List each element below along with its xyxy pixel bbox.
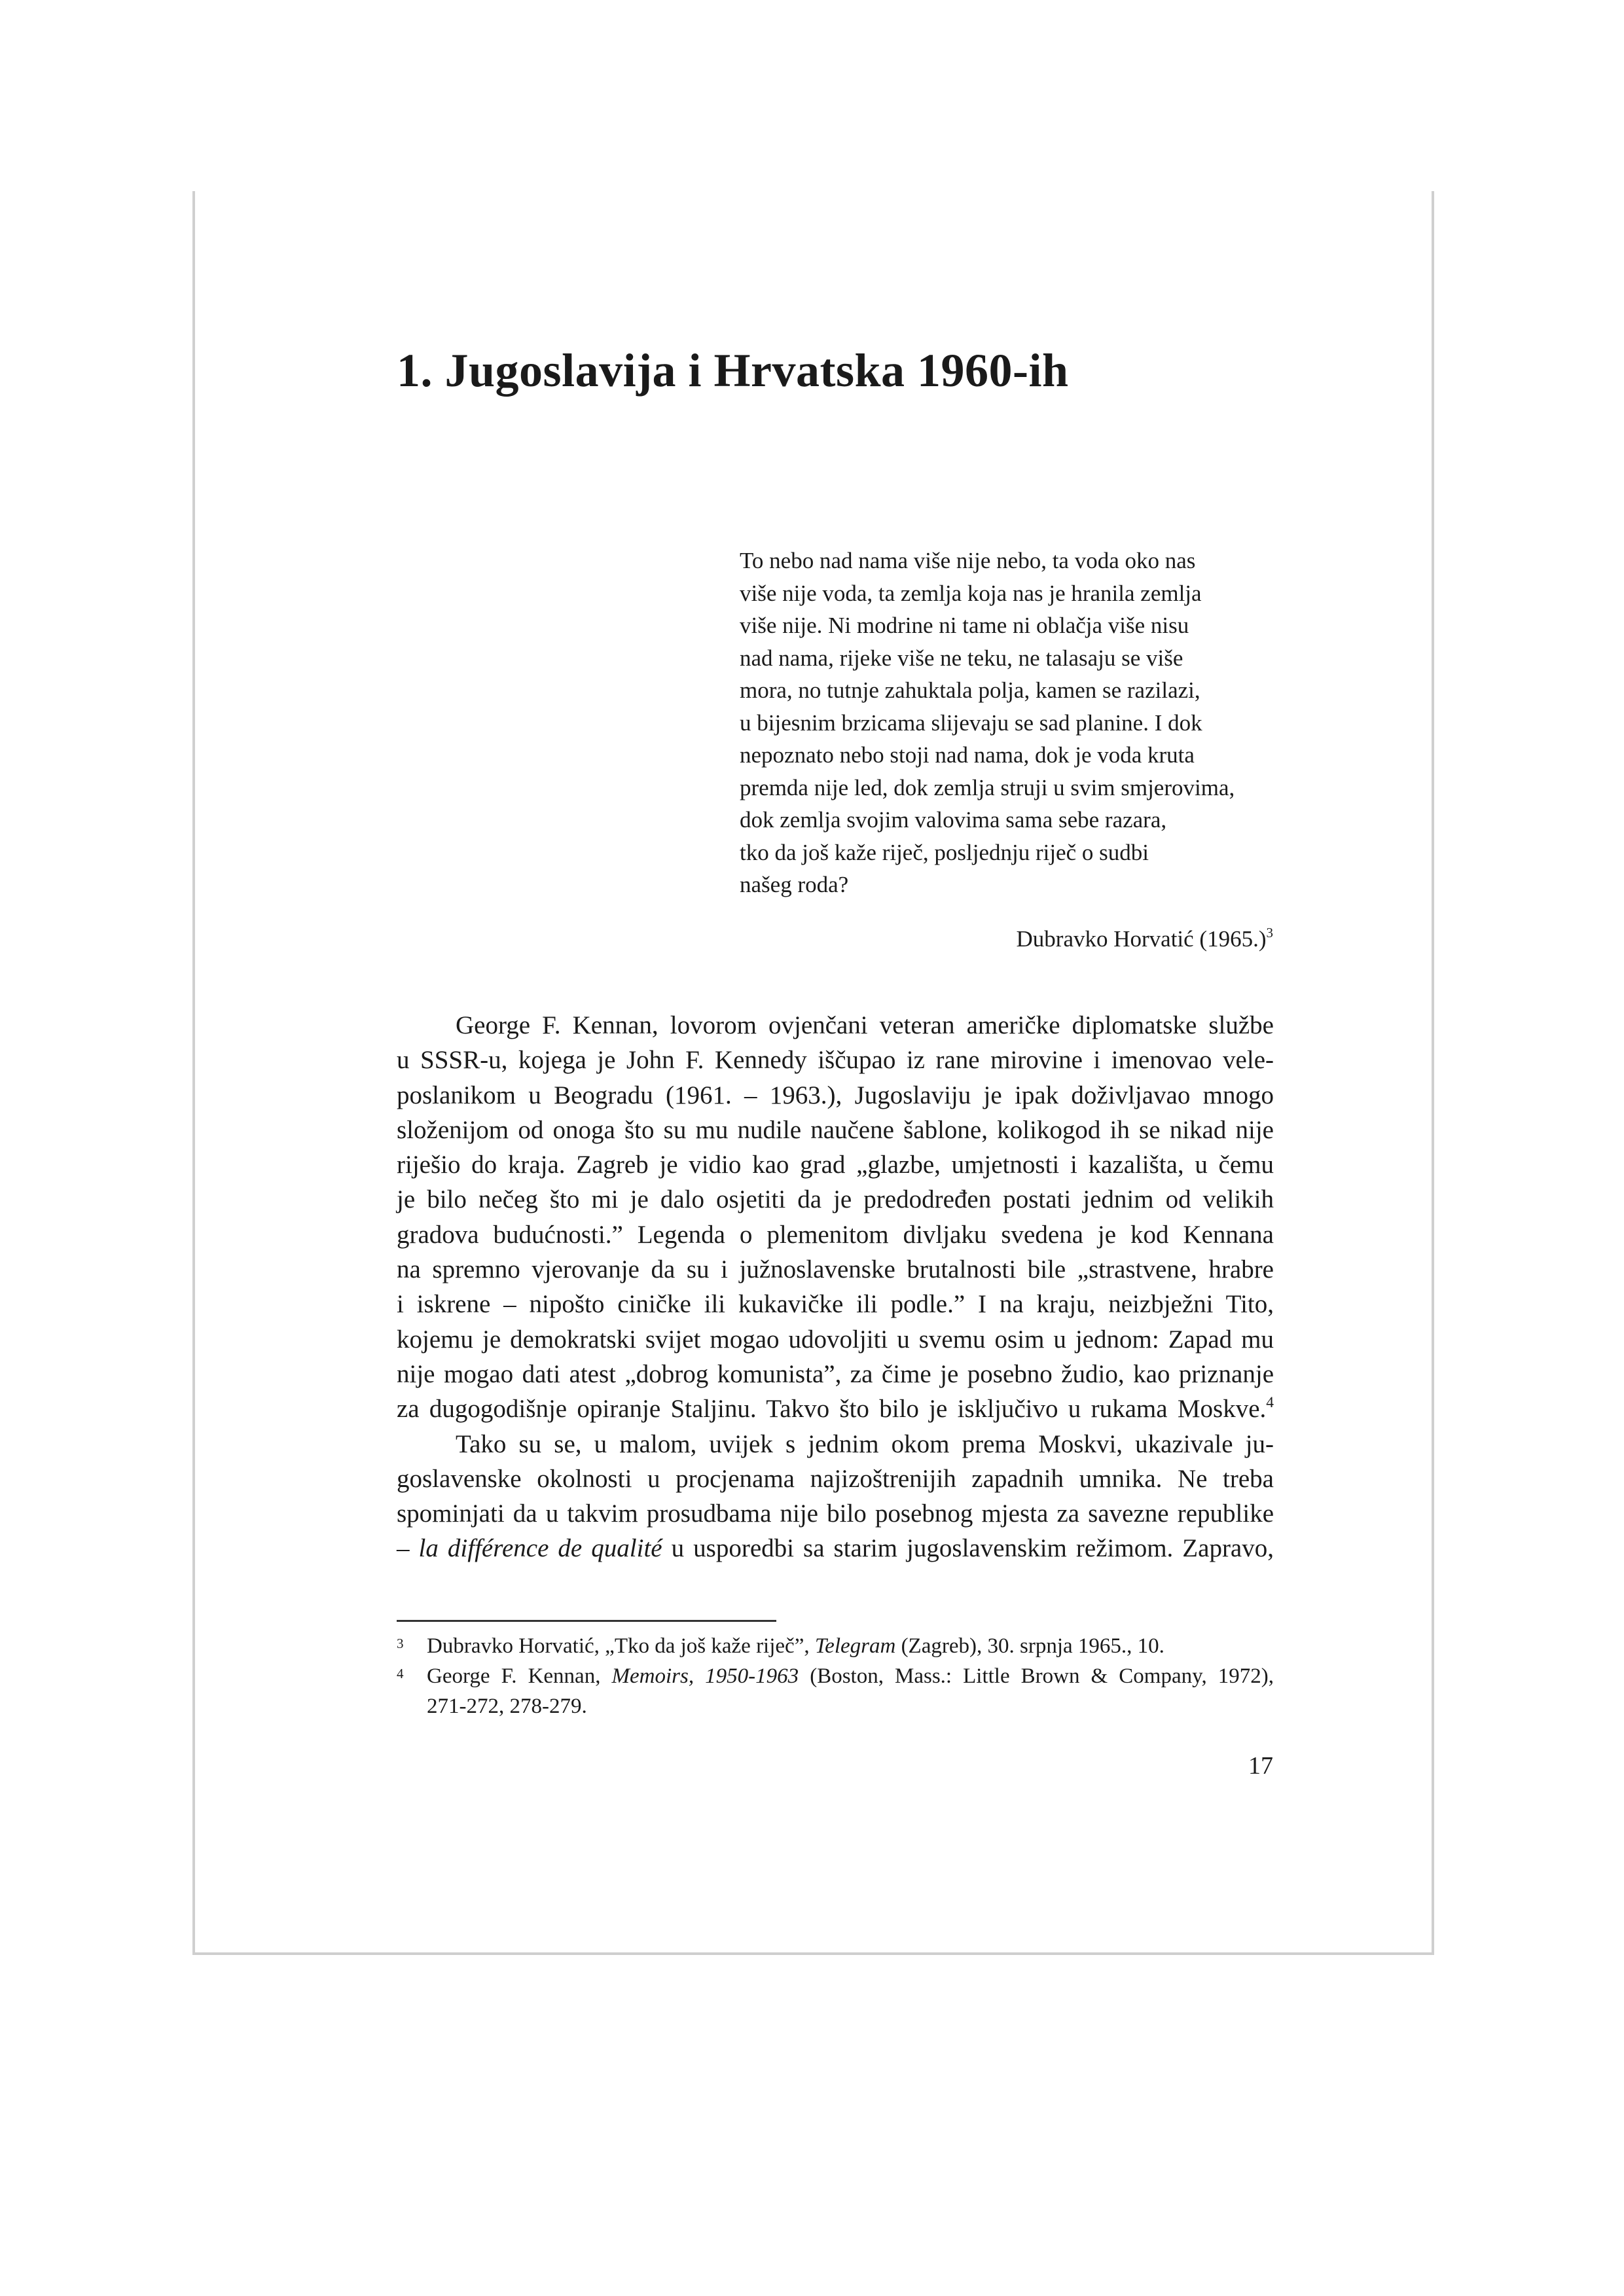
footnote-text — [397, 1631, 1274, 1661]
body-line: nije mogao dati atest „dobrog komunista”, za čime je posebno žudio, kao priznanje — [397, 1359, 1274, 1388]
footnote-ref: 3 — [1266, 925, 1273, 941]
body-line-text: u usporedbi sa starim jugoslavenskim režimom. Zapravo, — [662, 1534, 1274, 1563]
body-line: Tako su se, u malom, uvijek s jednim okom prema Moskvi, ukazivale ju- — [456, 1429, 1274, 1458]
epigraph-line: tko da još kaže riječ, posljednju riječ o sudbi — [740, 839, 1149, 865]
footnote-text-part: George F. Kennan, — [427, 1664, 612, 1688]
body-line: goslavenske okolnosti u procjenama najizoštrenijih zapadnih umnika. Ne treba — [397, 1464, 1274, 1493]
body-line: poslanikom u Beogradu (1961. – 1963.), Jugoslaviju je ipak doživljavao mnogo — [397, 1081, 1274, 1109]
body-line: je bilo nečeg što mi je dalo osjetiti da je predodređen postati jednim od velikih — [397, 1185, 1274, 1214]
body-line: riješio do kraja. Zagreb je vidio kao grad „glazbe, umjetnosti i kazališta, u čemu — [397, 1151, 1274, 1179]
epigraph-line: dok zemlja svojim valovima sama sebe razara, — [740, 807, 1167, 833]
footnote-text — [397, 1661, 1274, 1721]
epigraph-line: više nije voda, ta zemlja koja nas je hranila zemlja — [740, 580, 1202, 606]
body-line: gradova budućnosti.” Legenda o plemenitom divljaku svedena je kod Kennana — [397, 1220, 1274, 1249]
footnote-line — [427, 1661, 1274, 1691]
epigraph-line: nad nama, rijeke više ne teku, ne talasaju se više — [740, 645, 1183, 671]
footnote-text-part: (Boston, Mass.: Little Brown & Company, 1972), — [799, 1664, 1274, 1688]
epigraph-line: u bijesnim brzicama slijevaju se sad planine. I dok — [740, 709, 1202, 736]
chapter-title: 1. Jugoslavija i Hrvatska 1960-ih — [397, 344, 1069, 397]
epigraph-line: To nebo nad nama više nije nebo, ta voda oko nas — [740, 548, 1196, 573]
footnote-number: 4 — [397, 1666, 404, 1681]
epigraph-line: premda nije led, dok zemlja struji u svim smjerovima, — [740, 774, 1235, 800]
epigraph-line: više nije. Ni modrine ni tame ni oblačja više nisu — [740, 613, 1189, 638]
body-line: na spremno vjerovanje da su i južnoslavenske brutalnosti bile „strastvene, hrabre — [397, 1255, 1274, 1284]
attribution-text: Dubravko Horvatić (1965.) — [1016, 926, 1267, 952]
footnote-line: 271-272, 278-279. — [427, 1695, 587, 1718]
body-line — [397, 1391, 1274, 1426]
body-text — [397, 1008, 1274, 1566]
footnotes — [397, 1631, 1274, 1721]
body-italic-phrase: – la différence de qualité — [397, 1534, 662, 1563]
body-line: u SSSR-u, kojega je John F. Kennedy iščupao iz rane mirovine i imenovao vele- — [397, 1046, 1274, 1075]
body-line: George F. Kennan, lovorom ovjenčani veteran američke diplomatske službe — [456, 1011, 1274, 1039]
body-line: i iskrene – nipošto ciničke ili kukavičke ili podle.” I na kraju, neizbježni Tito, — [397, 1290, 1274, 1319]
footnote-line — [427, 1631, 1274, 1661]
epigraph-attribution — [740, 923, 1273, 956]
epigraph — [740, 545, 1290, 901]
body-line: složenijom od onoga što su mu nudile naučene šablone, kolikogod ih se nikad nije — [397, 1115, 1274, 1144]
footnote-ref: 4 — [1266, 1394, 1274, 1412]
epigraph-line: mora, no tutnje zahuktala polja, kamen se razilazi, — [740, 677, 1200, 703]
footnote-number: 3 — [397, 1636, 404, 1651]
body-line-text: za dugogodišnje opiranje Staljinu. Takvo što bilo je isključivo u rukama Moskve. — [397, 1395, 1267, 1424]
footnote-text-part: (Zagreb), 30. srpnja 1965., 10. — [895, 1634, 1164, 1658]
footnote-italic: Memoirs, 1950-1963 — [611, 1664, 799, 1688]
body-line: kojemu je demokratski svijet mogao udovoljiti u svemu osim u jednom: Zapad mu — [397, 1325, 1274, 1354]
body-line: spominjati da u takvim prosudbama nije bilo posebnog mjesta za savezne republike — [397, 1499, 1274, 1528]
page-number: 17 — [1248, 1752, 1273, 1780]
epigraph-line: našeg roda? — [740, 872, 849, 897]
footnote — [397, 1631, 1274, 1661]
footnote-divider — [397, 1620, 776, 1622]
epigraph-line: nepoznato nebo stoji nad nama, dok je voda kruta — [740, 742, 1195, 768]
body-line — [397, 1531, 1274, 1566]
footnote-text-part: Dubravko Horvatić, „Tko da još kaže riječ”, — [427, 1634, 815, 1658]
footnote-italic: Telegram — [814, 1634, 896, 1658]
footnote — [397, 1661, 1274, 1721]
